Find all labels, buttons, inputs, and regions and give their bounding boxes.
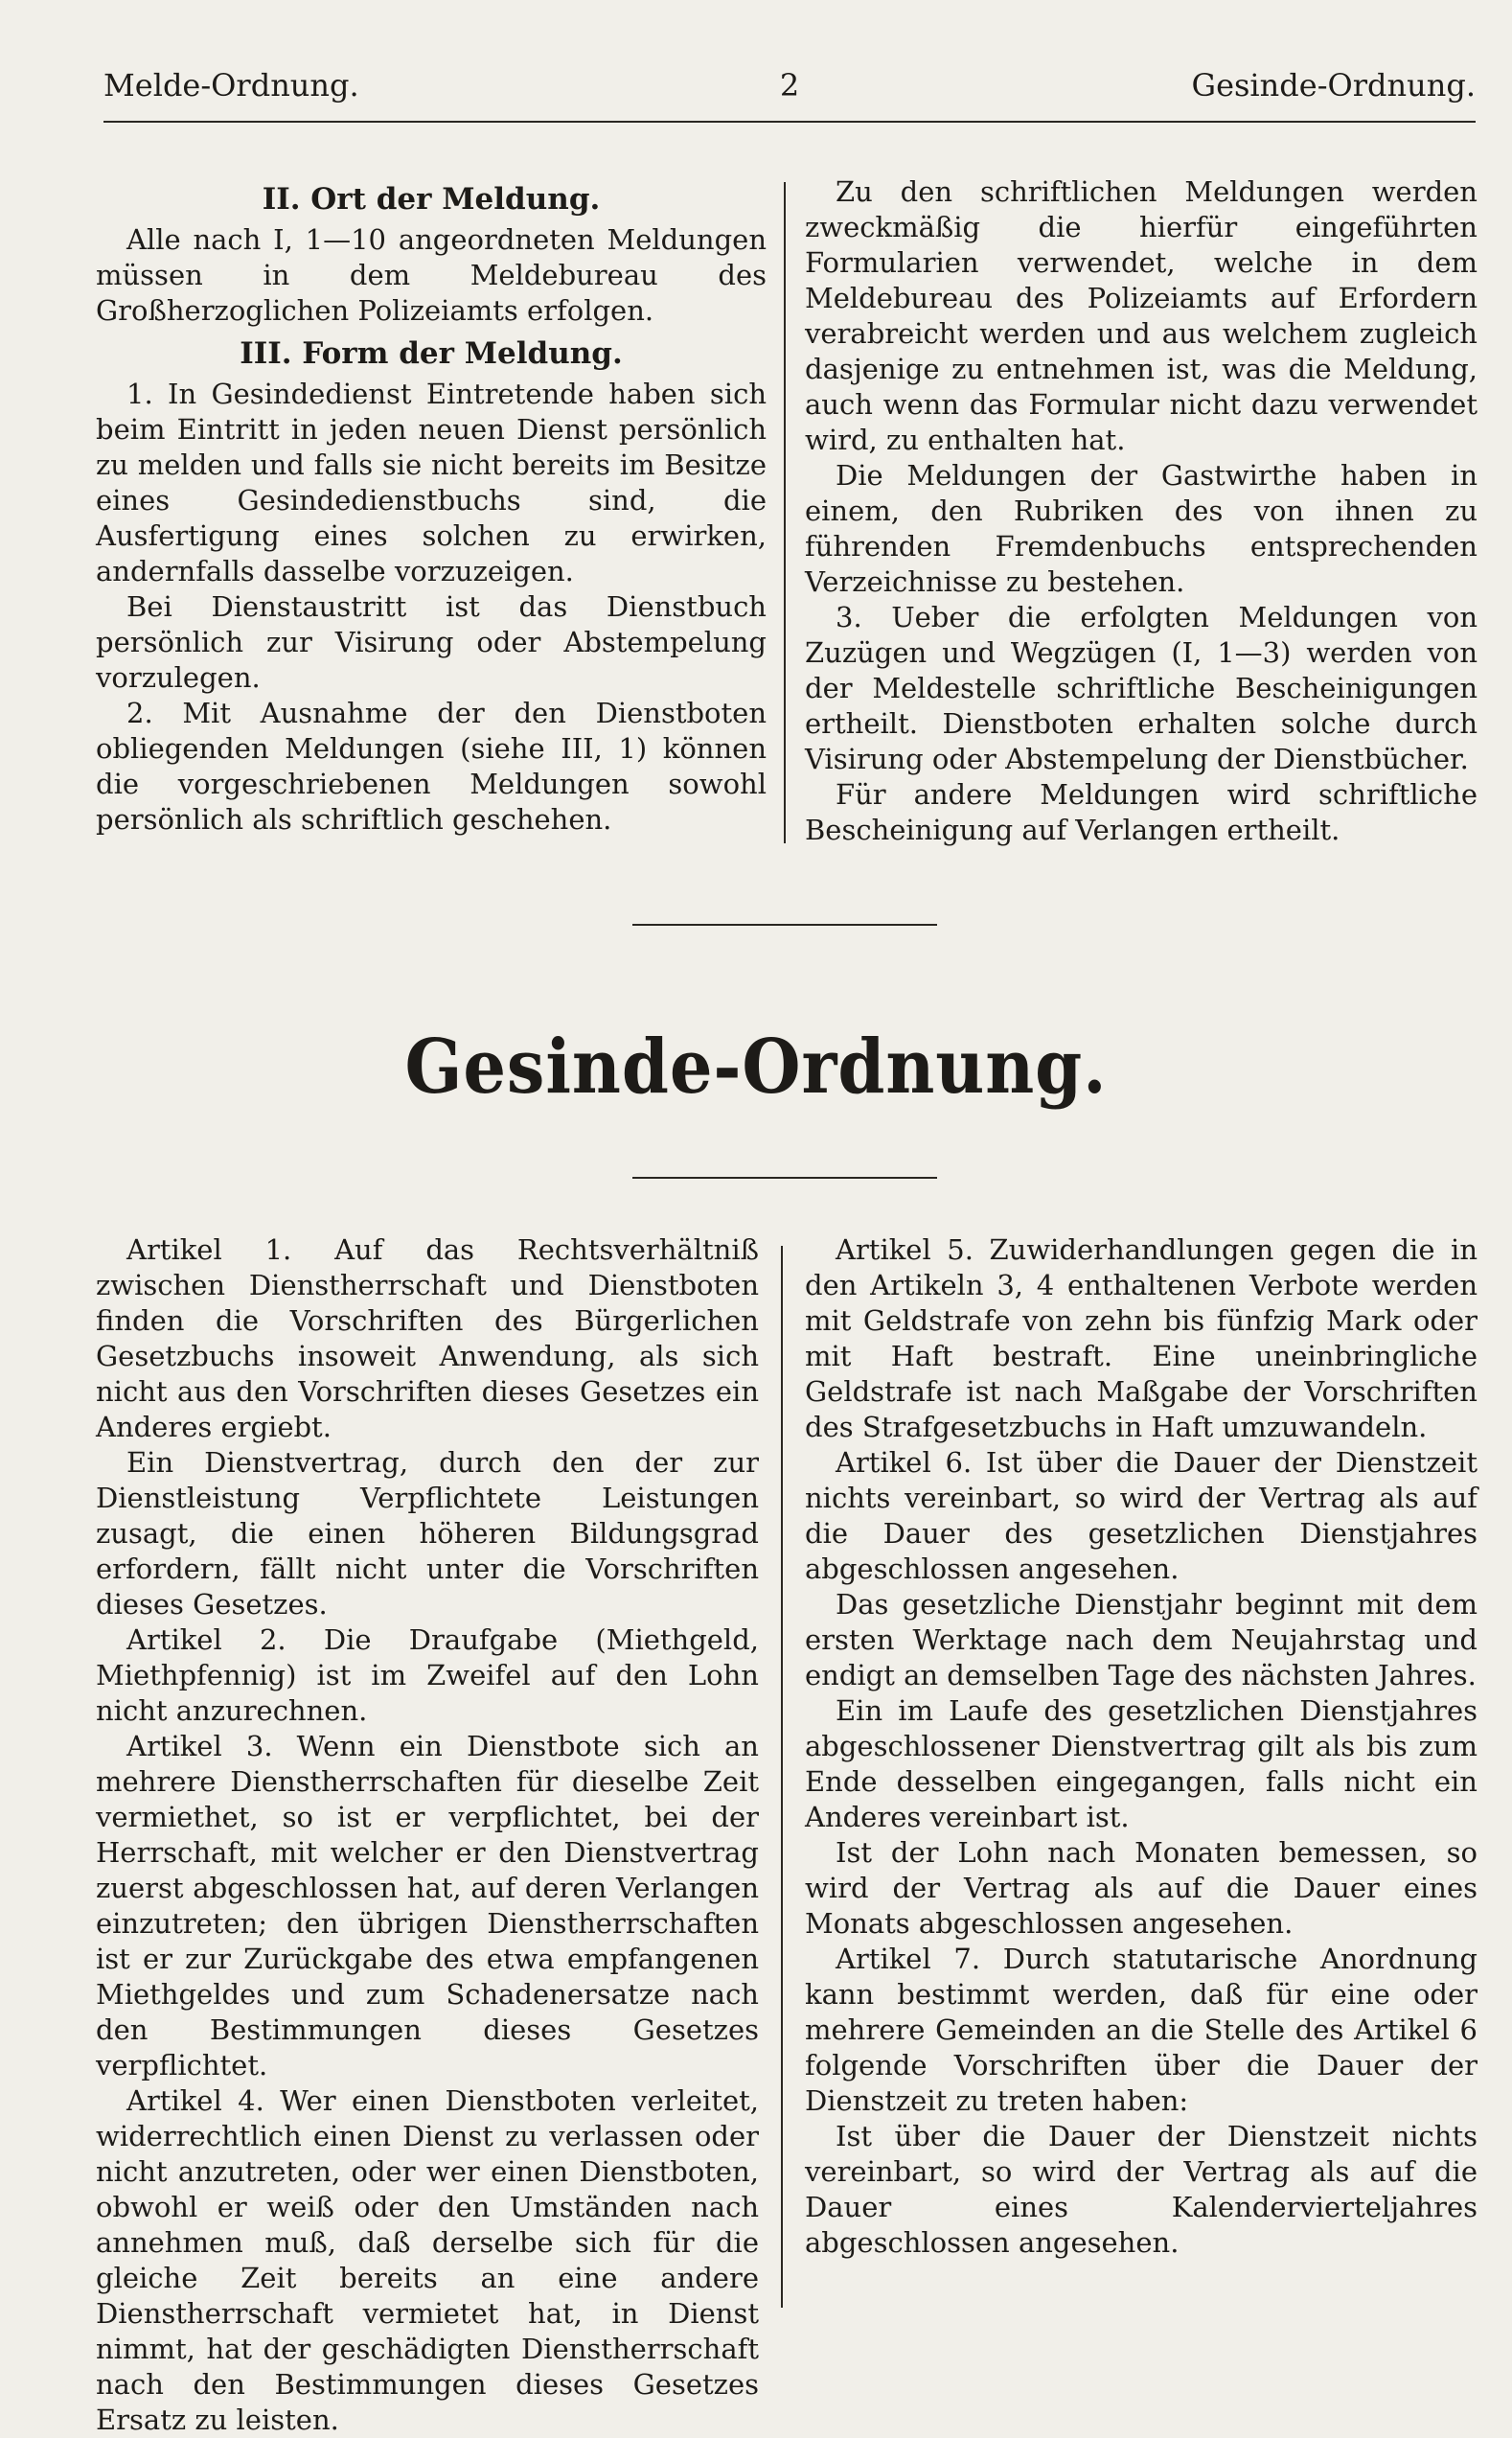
- paragraph: 1. In Gesindedienst Eintretende haben sich beim Eintritt in jeden neuen Dienst persönlich zu melden und falls sie nicht bereits im Besitze eines Gesindedienstbuchs sind, die Ausfertigung eines solchen zu erwirken, andernfalls dasselbe vorzuzeigen.: [96, 378, 767, 587]
- article-3: Artikel 3. Wenn ein Dienstbote sich an mehrere Dienstherrschaften für dieselbe Zeit vermiethet, so ist er verpflichtet, bei der Herrschaft, mit welcher er den Dienstvertrag zuerst abgeschlossen hat, auf deren Verlangen einzutreten; den übrigen Dienstherrschaften ist er zur Zurückgabe des etwa empfangenen Miethgeldes und zum Schadenersatze nach den Bestimmungen dieses Gesetzes verpflichtet.: [96, 1730, 759, 2082]
- article-6-paragraph-4: Ist der Lohn nach Monaten bemessen, so wird der Vertrag als auf die Dauer eines Monats abgeschlossen angesehen.: [805, 1836, 1478, 1940]
- section-rule-bottom: [632, 1177, 937, 1179]
- running-header: [103, 63, 1476, 123]
- article-4: Artikel 4. Wer einen Dienstboten verleitet, widerrechtlich einen Dienst zu verlassen oder nicht anzutreten, oder wer einen Dienstboten, obwohl er weiß oder den Umständen nach annehmen muß, daß derselbe sich für die gleiche Zeit bereits an eine andere Dienstherrschaft vermietet hat, in Dienst nimmt, hat der geschädigten Dienstherrschaft nach den Bestimmungen dieses Gesetzes Ersatz zu leisten.: [96, 2084, 759, 2436]
- section-title: Gesinde-Ordnung.: [404, 1024, 1108, 1111]
- paragraph: Bei Dienstaustritt ist das Dienstbuch persönlich zur Visirung oder Abstempelung vorzulegen.: [96, 590, 767, 694]
- article-6-paragraph-2: Das gesetzliche Dienstjahr beginnt mit dem ersten Werktage nach dem Neujahrstag und endigt an demselben Tage des nächsten Jahres.: [805, 1588, 1478, 1691]
- top-left-column: [96, 174, 767, 838]
- heading-form-der-meldung: III. Form der Meldung.: [240, 336, 623, 371]
- paragraph: 2. Mit Ausnahme der den Dienstboten obliegenden Meldungen (siehe III, 1) können die vorgeschriebenen Meldungen sowohl persönlich als schriftlich geschehen.: [96, 697, 767, 836]
- article-2: Artikel 2. Die Draufgabe (Miethgeld, Miethpfennig) ist im Zweifel auf den Lohn nicht anzurechnen.: [96, 1623, 759, 1727]
- bottom-left-column: [96, 1232, 759, 2438]
- header-left-title: Melde-Ordnung.: [103, 67, 359, 104]
- article-1-paragraph-2: Ein Dienstvertrag, durch den der zur Dienstleistung Verpflichtete Leistungen zusagt, die einen höheren Bildungsgrad erfordern, fällt nicht unter die Vorschriften dieses Gesetzes.: [96, 1446, 759, 1621]
- paragraph: 3. Ueber die erfolgten Meldungen von Zuzügen und Wegzügen (I, 1—3) werden von der Meldestelle schriftliche Bescheinigungen ertheilt. Dienstboten erhalten solche durch Visirung oder Abstempelung der Dienstbücher.: [805, 601, 1478, 775]
- article-7-paragraph-2: Ist über die Dauer der Dienstzeit nichts vereinbart, so wird der Vertrag als auf die Dauer eines Kalendervierteljahres abgeschlossen angesehen.: [805, 2120, 1478, 2259]
- header-right-title: Gesinde-Ordnung.: [1191, 67, 1476, 104]
- paragraph: Die Meldungen der Gastwirthe haben in einem, den Rubriken des von ihnen zu führenden Fremdenbuchs entsprechenden Verzeichnisse zu bestehen.: [805, 459, 1478, 598]
- heading-ort-der-meldung: II. Ort der Meldung.: [262, 182, 601, 217]
- column-divider: [784, 182, 786, 843]
- article-7: Artikel 7. Durch statutarische Anordnung kann bestimmt werden, daß für eine oder mehrere Gemeinden an die Stelle des Artikel 6 folgende Vorschriften über die Dauer der Dienstzeit zu treten haben:: [805, 1943, 1478, 2117]
- article-6-paragraph-3: Ein im Laufe des gesetzlichen Dienstjahres abgeschlossener Dienstvertrag gilt als bis zum Ende desselben eingegangen, falls nicht ein Anderes vereinbart ist.: [805, 1694, 1478, 1833]
- bottom-right-column: [805, 1232, 1478, 2261]
- article-5: Artikel 5. Zuwiderhandlungen gegen die in den Artikeln 3, 4 enthaltenen Verbote werden mit Geldstrafe von zehn bis fünfzig Mark oder mit Haft bestraft. Eine uneinbringliche Geldstrafe ist nach Maßgabe der Vorschriften des Strafgesetzbuchs in Haft umzuwandeln.: [805, 1233, 1478, 1443]
- column-divider: [781, 1246, 783, 2308]
- page-number: 2: [779, 67, 800, 104]
- article-1: Artikel 1. Auf das Rechtsverhältniß zwischen Dienstherrschaft und Dienstboten finden die Vorschriften des Bürgerlichen Gesetzbuchs insoweit Anwendung, als sich nicht aus den Vorschriften dieses Gesetzes ein Anderes ergiebt.: [96, 1233, 759, 1443]
- top-right-column: [805, 174, 1478, 848]
- paragraph: Zu den schriftlichen Meldungen werden zweckmäßig die hierfür eingeführten Formularien verwendet, welche in dem Meldebureau des Polizeiamts auf Erfordern verabreicht werden und aus welchem zugleich dasjenige zu entnehmen ist, was die Meldung, auch wenn das Formular nicht dazu verwendet wird, zu enthalten hat.: [805, 175, 1478, 456]
- paragraph: Alle nach I, 1—10 angeordneten Meldungen müssen in dem Meldebureau des Großherzoglichen Polizeiamts erfolgen.: [96, 223, 767, 327]
- section-rule-top: [632, 924, 937, 926]
- paragraph: Für andere Meldungen wird schriftliche Bescheinigung auf Verlangen ertheilt.: [805, 778, 1478, 846]
- article-6: Artikel 6. Ist über die Dauer der Dienstzeit nichts vereinbart, so wird der Vertrag als auf die Dauer des gesetzlichen Dienstjahres abgeschlossen angesehen.: [805, 1446, 1478, 1585]
